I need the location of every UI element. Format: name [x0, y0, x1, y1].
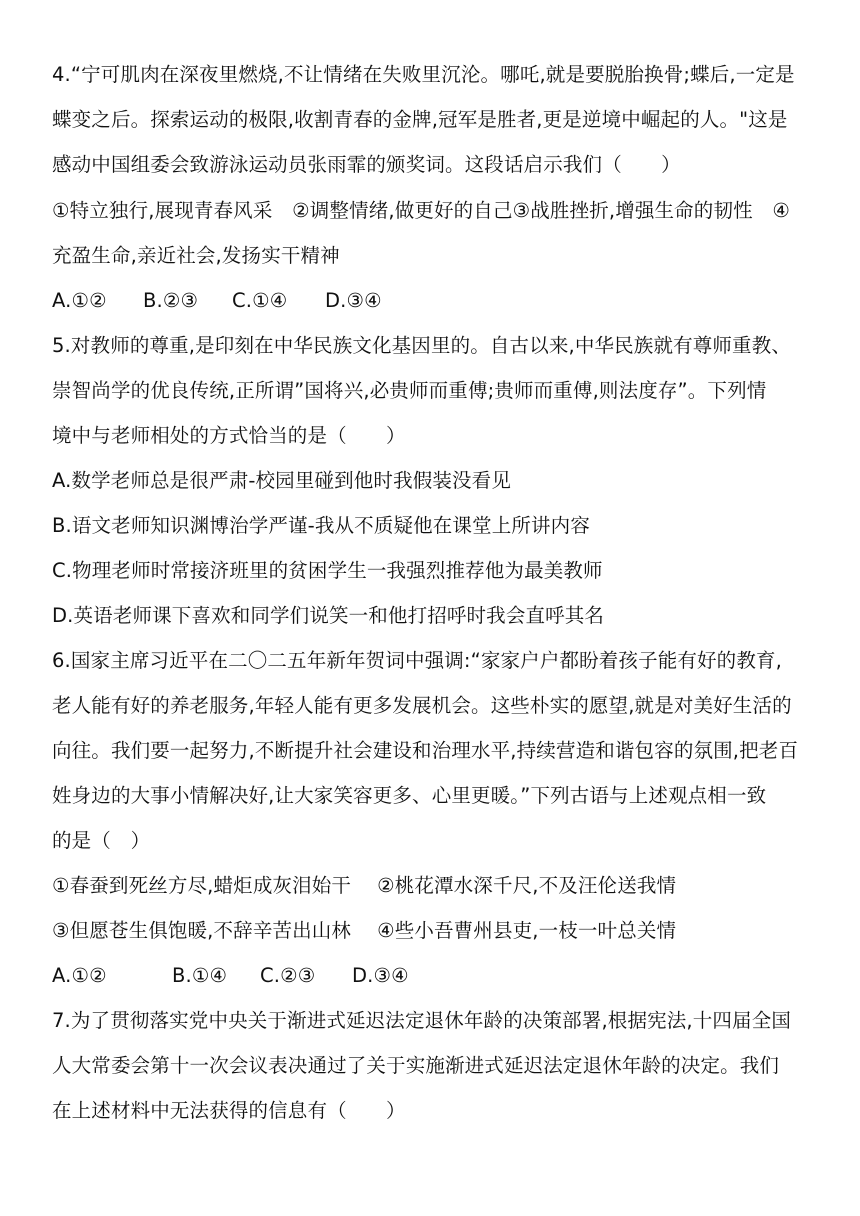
q4-line-2: 蝶变之后。探索运动的极限,收割青春的金牌,冠军是胜者,更是逆境中崛起的人。"这是	[52, 108, 788, 131]
q4-option-d: D.③④	[325, 289, 382, 312]
q6-line-3: 向往。我们要一起努力,不断提升社会建设和治理水平,持续营造和谐包容的氛围,把老百	[52, 739, 799, 762]
q4-options	[52, 288, 812, 314]
q5-option-d: D.英语老师课下喜欢和同学们说笑一和他打招呼时我会直呼其名	[52, 604, 605, 627]
q7-line-1: 7.为了贯彻落实党中央关于渐进式延迟法定退休年龄的决策部署,根据宪法,十四届全国	[52, 1009, 792, 1032]
q6-options	[52, 963, 812, 989]
q5-line-1: 5.对教师的尊重,是印刻在中华民族文化基因里的。自古以来,中华民族就有尊师重教、	[52, 334, 792, 357]
q6-line-1: 6.国家主席习近平在二〇二五年新年贺词中强调:“家家户户都盼着孩子能有好的教育,	[52, 649, 782, 672]
q5-line-3: 境中与老师相处的方式恰当的是（ ）	[52, 424, 406, 447]
q4-line-5: 充盈生命,亲近社会,发扬实干精神	[52, 244, 340, 267]
q5-option-b: B.语文老师知识渊博治学严谨-我从不质疑他在课堂上所讲内容	[52, 514, 590, 537]
q6-option-d: D.③④	[352, 964, 409, 987]
q6-line-6: ①春蚕到死丝方尽,蜡炬成灰泪始干 ②桃花潭水深千尺,不及汪伦送我情	[52, 874, 677, 897]
q6-line-2: 老人能有好的养老服务,年轻人能有更多发展机会。这些朴实的愿望,就是对美好生活的	[52, 694, 792, 717]
q5-line-2: 崇智尚学的优良传统,正所谓”国将兴,必贵师而重傅;贵师而重傅,则法度存”。下列情	[52, 379, 767, 402]
q4-option-c: C.①④	[232, 289, 288, 312]
q7-line-3: 在上述材料中无法获得的信息有（ ）	[52, 1099, 406, 1122]
q5-option-c: C.物理老师时常接济班里的贫困学生一我强烈推荐他为最美教师	[52, 559, 603, 582]
q4-option-a: A.①②	[52, 289, 107, 312]
q4-line-1: 4.“宁可肌肉在深夜里燃烧,不让情绪在失败里沉沦。哪吒,就是要脱胎换骨;蝶后,一定是	[52, 63, 795, 86]
q4-option-b: B.②③	[143, 289, 199, 312]
q4-line-3: 感动中国组委会致游泳运动员张雨霏的颁奖词。这段话启示我们（ ）	[52, 153, 681, 176]
q5-option-a: A.数学老师总是很严肃-校园里碰到他时我假装没看见	[52, 469, 511, 492]
q6-line-4: 姓身边的大事小情解决好,让大家笑容更多、心里更暖。”下列古语与上述观点相一致	[52, 784, 767, 807]
q6-line-5: 的是（ ）	[52, 829, 151, 852]
q6-line-7: ③但愿苍生俱饱暖,不辞辛苦出山林 ④些小吾曹州县吏,一枝一叶总关情	[52, 919, 677, 942]
q7-line-2: 人大常委会第十一次会议表决通过了关于实施渐进式延迟法定退休年龄的决定。我们	[52, 1054, 780, 1077]
q6-option-a: A.①②	[52, 964, 107, 987]
q6-option-b: B.①④	[172, 964, 228, 987]
q6-option-c: C.②③	[260, 964, 316, 987]
q4-line-4: ①特立独行,展现青春风采 ②调整情绪,做更好的自己③战胜挫折,增强生命的韧性 ④	[52, 199, 791, 222]
